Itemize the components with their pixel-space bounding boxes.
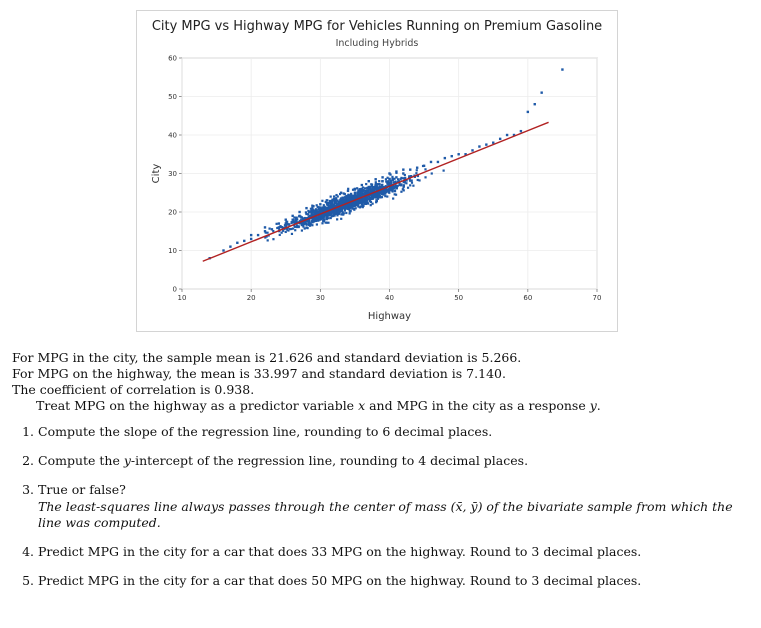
data-point	[402, 172, 404, 174]
data-point	[368, 180, 370, 182]
question-3-prompt: 3. True or false?	[38, 482, 126, 497]
data-point	[365, 197, 367, 199]
data-point	[389, 189, 391, 191]
data-point	[378, 180, 380, 182]
data-point	[271, 228, 273, 230]
data-point	[340, 218, 342, 220]
data-point	[312, 211, 314, 213]
instruction-line	[12, 398, 752, 414]
data-point	[354, 188, 356, 190]
data-point	[499, 138, 501, 140]
scatter-chart	[136, 10, 618, 332]
data-point	[243, 240, 245, 242]
data-point	[323, 208, 325, 210]
data-point	[370, 183, 372, 185]
data-point	[321, 222, 323, 224]
data-point	[381, 176, 383, 178]
data-point	[333, 211, 335, 213]
data-point	[336, 218, 338, 220]
data-point	[424, 176, 426, 178]
data-point	[257, 234, 259, 236]
data-point	[298, 215, 300, 217]
data-point	[347, 190, 349, 192]
data-point	[411, 179, 413, 181]
data-point	[303, 221, 305, 223]
data-point	[305, 220, 307, 222]
y-tick-label: 10	[168, 247, 177, 255]
data-point	[294, 229, 296, 231]
data-point	[390, 182, 392, 184]
data-point	[457, 153, 459, 155]
data-point	[395, 176, 397, 178]
data-point	[356, 203, 358, 205]
data-point	[402, 168, 404, 170]
data-point	[361, 203, 363, 205]
question-1: 1. Compute the slope of the regression line, rounding to 6 decimal places.	[38, 424, 752, 440]
data-point	[250, 234, 252, 236]
data-point	[379, 191, 381, 193]
data-point	[388, 178, 390, 180]
data-point	[371, 195, 373, 197]
data-point	[381, 180, 383, 182]
highway-stats-line: For MPG on the highway, the mean is 33.997 and standard deviation is 7.140.	[12, 366, 506, 381]
data-point	[291, 215, 293, 217]
data-point	[385, 191, 387, 193]
data-point	[412, 185, 414, 187]
data-point	[415, 172, 417, 174]
data-point	[326, 222, 328, 224]
data-point	[347, 195, 349, 197]
data-point	[385, 178, 387, 180]
data-point	[344, 193, 346, 195]
data-point	[311, 208, 313, 210]
data-point	[381, 196, 383, 198]
data-point	[370, 204, 372, 206]
data-point	[378, 183, 380, 185]
data-point	[391, 178, 393, 180]
data-point	[308, 222, 310, 224]
data-point	[306, 224, 308, 226]
data-point	[344, 196, 346, 198]
data-point	[304, 227, 306, 229]
data-point	[311, 224, 313, 226]
data-point	[291, 219, 293, 221]
data-point	[279, 234, 281, 236]
data-point	[388, 172, 390, 174]
data-point	[340, 201, 342, 203]
data-point	[305, 213, 307, 215]
data-point	[407, 187, 409, 189]
instruction-part: .	[596, 398, 601, 413]
variable-y: y	[589, 398, 597, 413]
data-point	[327, 217, 329, 219]
data-point	[298, 211, 300, 213]
data-point	[332, 203, 334, 205]
question-3-claim: The least-squares line always passes through the center of mass (x̄, ȳ) of the bivariate sample from which the line was computed.	[38, 499, 733, 530]
data-point	[301, 229, 303, 231]
question-2-part: Compute the	[38, 453, 124, 468]
data-point	[355, 207, 357, 209]
data-point	[264, 230, 266, 232]
data-point	[316, 223, 318, 225]
correlation-line: The coefficient of correlation is 0.938.	[12, 382, 255, 397]
data-point	[424, 168, 426, 170]
data-point	[387, 180, 389, 182]
data-point	[318, 211, 320, 213]
data-point	[292, 227, 294, 229]
problem-text	[12, 350, 752, 602]
data-point	[330, 196, 332, 198]
data-point	[369, 197, 371, 199]
data-point	[377, 198, 379, 200]
data-point	[384, 193, 386, 195]
y-tick-label: 40	[168, 131, 177, 140]
data-point	[319, 207, 321, 209]
plot-area	[137, 11, 617, 331]
data-point	[229, 245, 231, 247]
city-stats-line: For MPG in the city, the sample mean is 21.626 and standard deviation is 5.266.	[12, 350, 522, 365]
data-point	[382, 194, 384, 196]
data-point	[359, 188, 361, 190]
data-point	[327, 214, 329, 216]
y-tick-label: 50	[168, 93, 177, 101]
data-point	[365, 183, 367, 185]
data-point	[431, 172, 433, 174]
data-point	[384, 195, 386, 197]
data-point	[397, 178, 399, 180]
data-point	[443, 169, 445, 171]
data-point	[355, 196, 357, 198]
data-point	[409, 184, 411, 186]
data-point	[335, 194, 337, 196]
question-2-part: -intercept of the regression line, rounding to 4 decimal places.	[130, 453, 529, 468]
data-point	[343, 200, 345, 202]
data-point	[333, 195, 335, 197]
data-point	[349, 205, 351, 207]
data-point	[423, 165, 425, 167]
data-point	[368, 186, 370, 188]
data-point	[409, 168, 411, 170]
data-point	[329, 202, 331, 204]
data-point	[340, 197, 342, 199]
data-point	[346, 200, 348, 202]
data-point	[340, 192, 342, 194]
question-4: 4. Predict MPG in the city for a car that does 33 MPG on the highway. Round to 3 decimal places.	[38, 544, 752, 560]
data-point	[328, 205, 330, 207]
data-point	[333, 199, 335, 201]
question-3	[38, 482, 752, 531]
data-point	[367, 190, 369, 192]
x-tick-label: 60	[523, 294, 533, 302]
data-point	[334, 205, 336, 207]
data-point	[326, 203, 328, 205]
data-point	[386, 195, 388, 197]
data-point	[400, 191, 402, 193]
data-point	[387, 183, 389, 185]
data-point	[305, 227, 307, 229]
data-point	[267, 239, 269, 241]
data-point	[341, 209, 343, 211]
data-point	[285, 222, 287, 224]
data-point	[437, 161, 439, 163]
data-point	[372, 187, 374, 189]
data-point	[250, 238, 252, 240]
data-point	[393, 187, 395, 189]
data-point	[340, 213, 342, 215]
question-5: 5. Predict MPG in the city for a car that does 50 MPG on the highway. Round to 3 decimal places.	[38, 573, 752, 589]
data-point	[471, 149, 473, 151]
data-point	[485, 143, 487, 145]
data-point	[444, 157, 446, 159]
data-point	[374, 184, 376, 186]
data-point	[540, 91, 542, 93]
data-point	[305, 207, 307, 209]
data-point	[330, 217, 332, 219]
data-point	[520, 130, 522, 132]
x-tick-label: 50	[454, 294, 464, 302]
data-point	[356, 187, 358, 189]
data-point	[294, 226, 296, 228]
data-point	[307, 210, 309, 212]
x-tick-label: 70	[592, 294, 602, 302]
data-point	[349, 212, 351, 214]
question-2	[38, 453, 752, 469]
data-point	[236, 242, 238, 244]
variable-y: y	[123, 453, 131, 468]
data-point	[365, 200, 367, 202]
data-point	[411, 182, 413, 184]
data-point	[347, 188, 349, 190]
data-point	[391, 176, 393, 178]
data-point	[394, 193, 396, 195]
data-point	[451, 155, 453, 157]
data-point	[278, 226, 280, 228]
data-point	[335, 197, 337, 199]
data-point	[394, 190, 396, 192]
data-point	[361, 200, 363, 202]
y-axis-label: City	[151, 163, 162, 184]
data-point	[374, 188, 376, 190]
data-point	[400, 184, 402, 186]
data-point	[285, 231, 287, 233]
data-point	[337, 199, 339, 201]
data-point	[316, 209, 318, 211]
data-point	[346, 207, 348, 209]
data-point	[404, 177, 406, 179]
data-point	[527, 111, 529, 113]
x-tick-label: 10	[177, 294, 187, 302]
data-point	[506, 134, 508, 136]
data-point	[416, 167, 418, 169]
data-point	[295, 218, 297, 220]
data-point	[352, 203, 354, 205]
y-tick-label: 30	[168, 170, 177, 178]
data-point	[364, 187, 366, 189]
data-point	[266, 232, 268, 234]
data-point	[408, 175, 410, 177]
data-point	[400, 177, 402, 179]
data-point	[336, 203, 338, 205]
data-point	[319, 203, 321, 205]
instruction-part: and MPG in the city as a response	[365, 398, 590, 413]
y-tick-label: 0	[172, 285, 177, 294]
data-point	[268, 228, 270, 230]
data-point	[375, 181, 377, 183]
data-point	[351, 195, 353, 197]
chart-subtitle: Including Hybrids	[335, 38, 419, 49]
data-point	[342, 211, 344, 213]
data-point	[375, 194, 377, 196]
y-tick-label: 60	[168, 54, 177, 63]
data-point	[286, 229, 288, 231]
data-point	[381, 185, 383, 187]
x-axis-label: Highway	[367, 311, 412, 322]
data-point	[417, 179, 419, 181]
data-point	[321, 200, 323, 202]
instruction-part: Treat MPG on the highway as a predictor variable	[36, 398, 359, 413]
data-point	[392, 197, 394, 199]
data-point	[395, 186, 397, 188]
data-point	[534, 103, 536, 105]
data-point	[375, 201, 377, 203]
data-point	[291, 233, 293, 235]
data-point	[323, 215, 325, 217]
data-point	[478, 145, 480, 147]
data-point	[403, 185, 405, 187]
x-tick-label: 20	[246, 294, 256, 302]
x-tick-label: 40	[385, 294, 394, 302]
data-point	[278, 222, 280, 224]
data-point	[222, 249, 224, 251]
data-point	[304, 217, 306, 219]
data-point	[360, 191, 362, 193]
data-point	[361, 188, 363, 190]
data-point	[264, 226, 266, 228]
data-point	[354, 192, 356, 194]
data-point	[323, 204, 325, 206]
chart-title: City MPG vs Highway MPG for Vehicles Running on Premium Gasoline	[151, 19, 603, 34]
data-point	[285, 219, 287, 221]
variable-x: x	[358, 398, 366, 413]
data-point	[312, 220, 314, 222]
data-point	[561, 68, 563, 70]
data-point	[326, 199, 328, 201]
data-point	[291, 222, 293, 224]
data-point	[272, 238, 274, 240]
y-tick-label: 20	[168, 208, 177, 217]
data-point	[349, 210, 351, 212]
data-point	[374, 178, 376, 180]
data-point	[367, 202, 369, 204]
data-point	[416, 169, 418, 171]
data-point	[402, 188, 404, 190]
data-point	[312, 205, 314, 207]
data-point	[298, 225, 300, 227]
question-list	[12, 424, 752, 589]
data-point	[276, 223, 278, 225]
data-point	[361, 184, 363, 186]
data-point	[281, 232, 283, 234]
data-point	[395, 170, 397, 172]
data-point	[318, 216, 320, 218]
x-tick-label: 30	[315, 294, 325, 302]
data-point	[345, 212, 347, 214]
data-point	[430, 161, 432, 163]
data-point	[374, 186, 376, 188]
